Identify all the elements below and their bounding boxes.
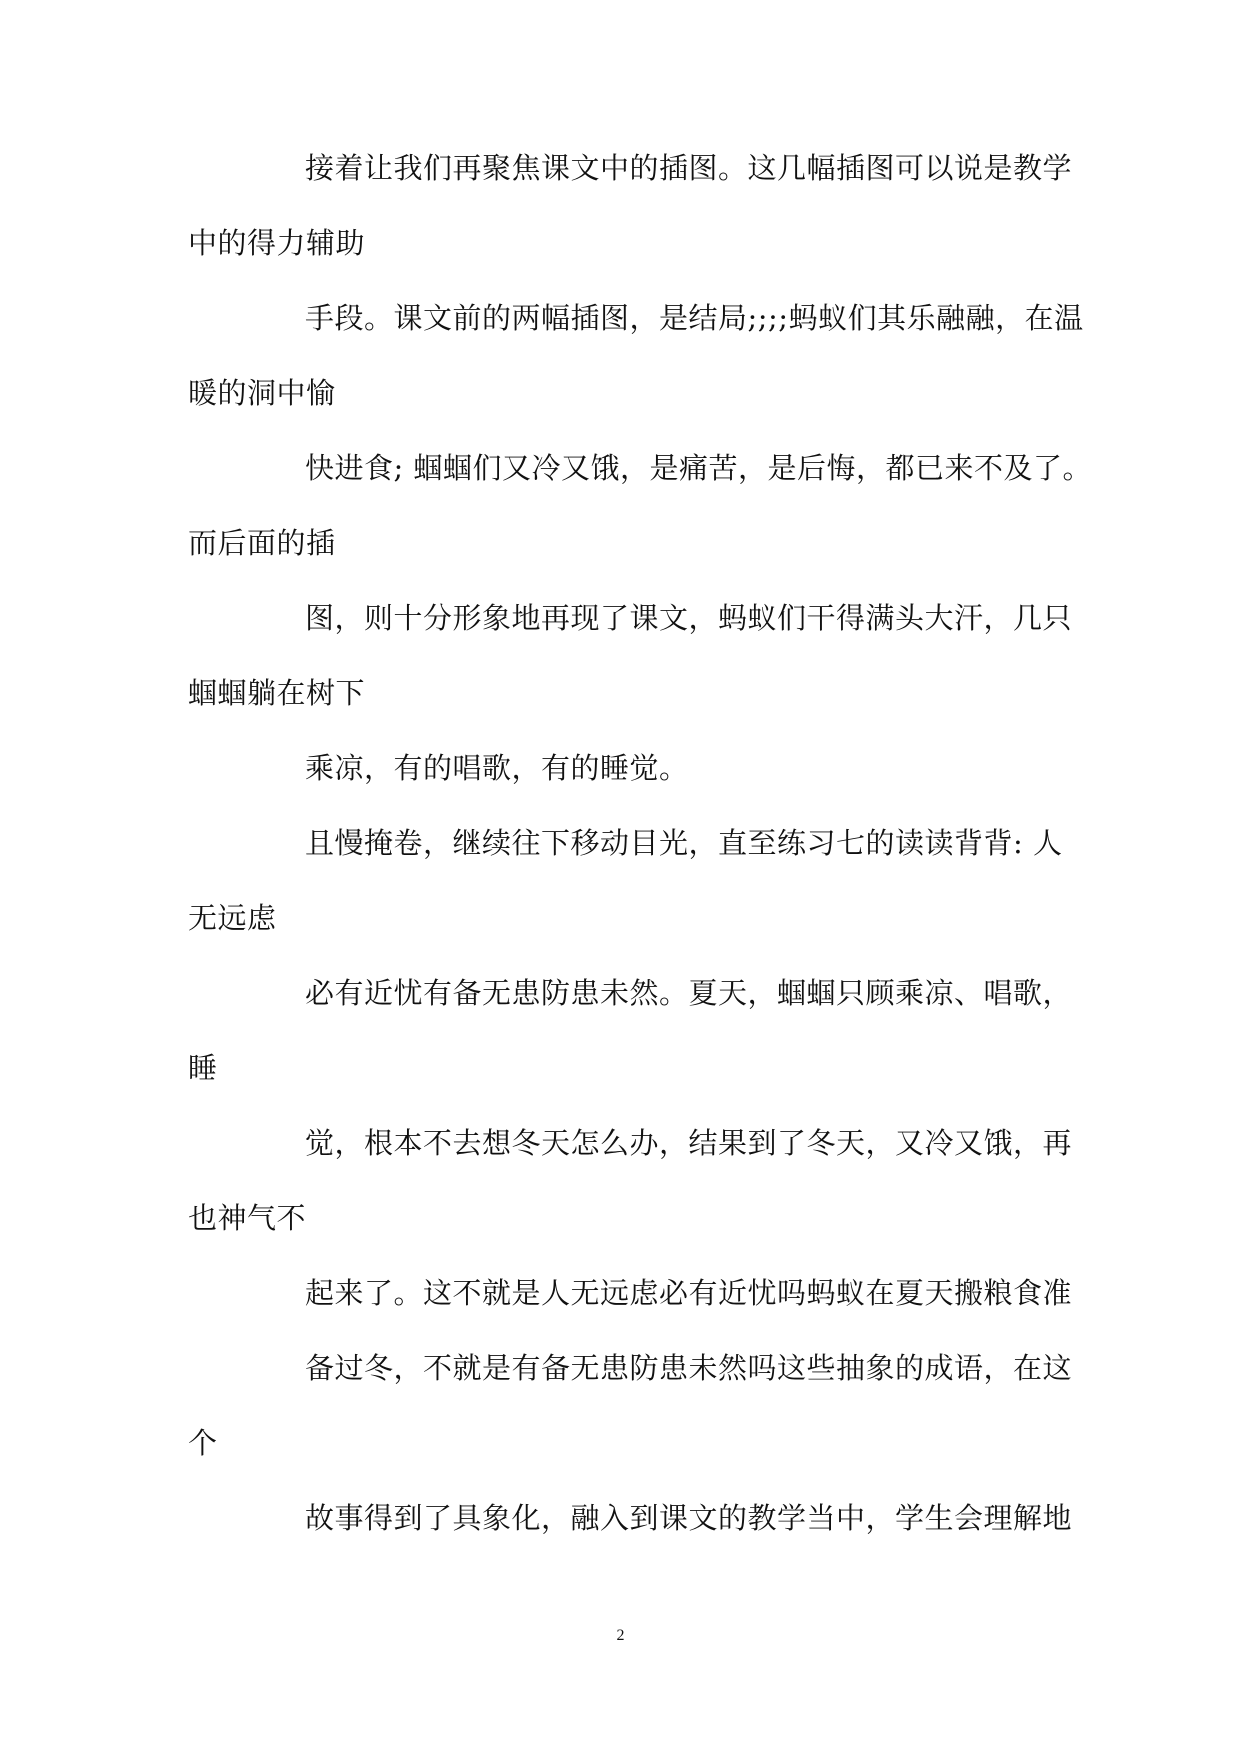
text-line: 觉，根本不去想冬天怎么办，结果到了冬天，又冷又饿，再 [305, 1126, 1073, 1160]
text-line: 起来了。这不就是人无远虑必有近忧吗蚂蚁在夏天搬粮食准 [305, 1276, 1073, 1310]
text-line: 图，则十分形象地再现了课文，蚂蚁们干得满头大汗，几只 [305, 601, 1073, 635]
text-line: 备过冬，不就是有备无患防患未然吗这些抽象的成语，在这 [305, 1351, 1073, 1385]
text-line: 也神气不 [188, 1201, 307, 1235]
text-line: 而后面的插 [188, 526, 336, 560]
text-line: 必有近忧有备无患防患未然。夏天，蝈蝈只顾乘凉、唱歌， [305, 976, 1073, 1010]
text-line: 个 [188, 1426, 218, 1460]
text-line: 暖的洞中愉 [188, 376, 336, 410]
text-line: 手段。课文前的两幅插图，是结局;;;;蚂蚁们其乐融融，在温 [305, 301, 1084, 335]
text-line: 中的得力辅助 [188, 226, 366, 260]
text-line: 无远虑 [188, 901, 277, 935]
text-line: 睡 [188, 1051, 218, 1085]
text-line: 乘凉，有的唱歌，有的睡觉。 [305, 751, 689, 785]
page-number: 2 [616, 1627, 625, 1644]
text-line: 快进食; 蝈蝈们又冷又饿，是痛苦，是后悔，都已来不及了。 [305, 451, 1092, 485]
text-line: 故事得到了具象化，融入到课文的教学当中，学生会理解地 [305, 1501, 1073, 1535]
text-line: 接着让我们再聚焦课文中的插图。这几幅插图可以说是教学 [305, 151, 1073, 185]
text-line: 且慢掩卷，继续往下移动目光，直至练习七的读读背背: 人 [305, 826, 1063, 860]
text-line: 蝈蝈躺在树下 [188, 676, 366, 710]
